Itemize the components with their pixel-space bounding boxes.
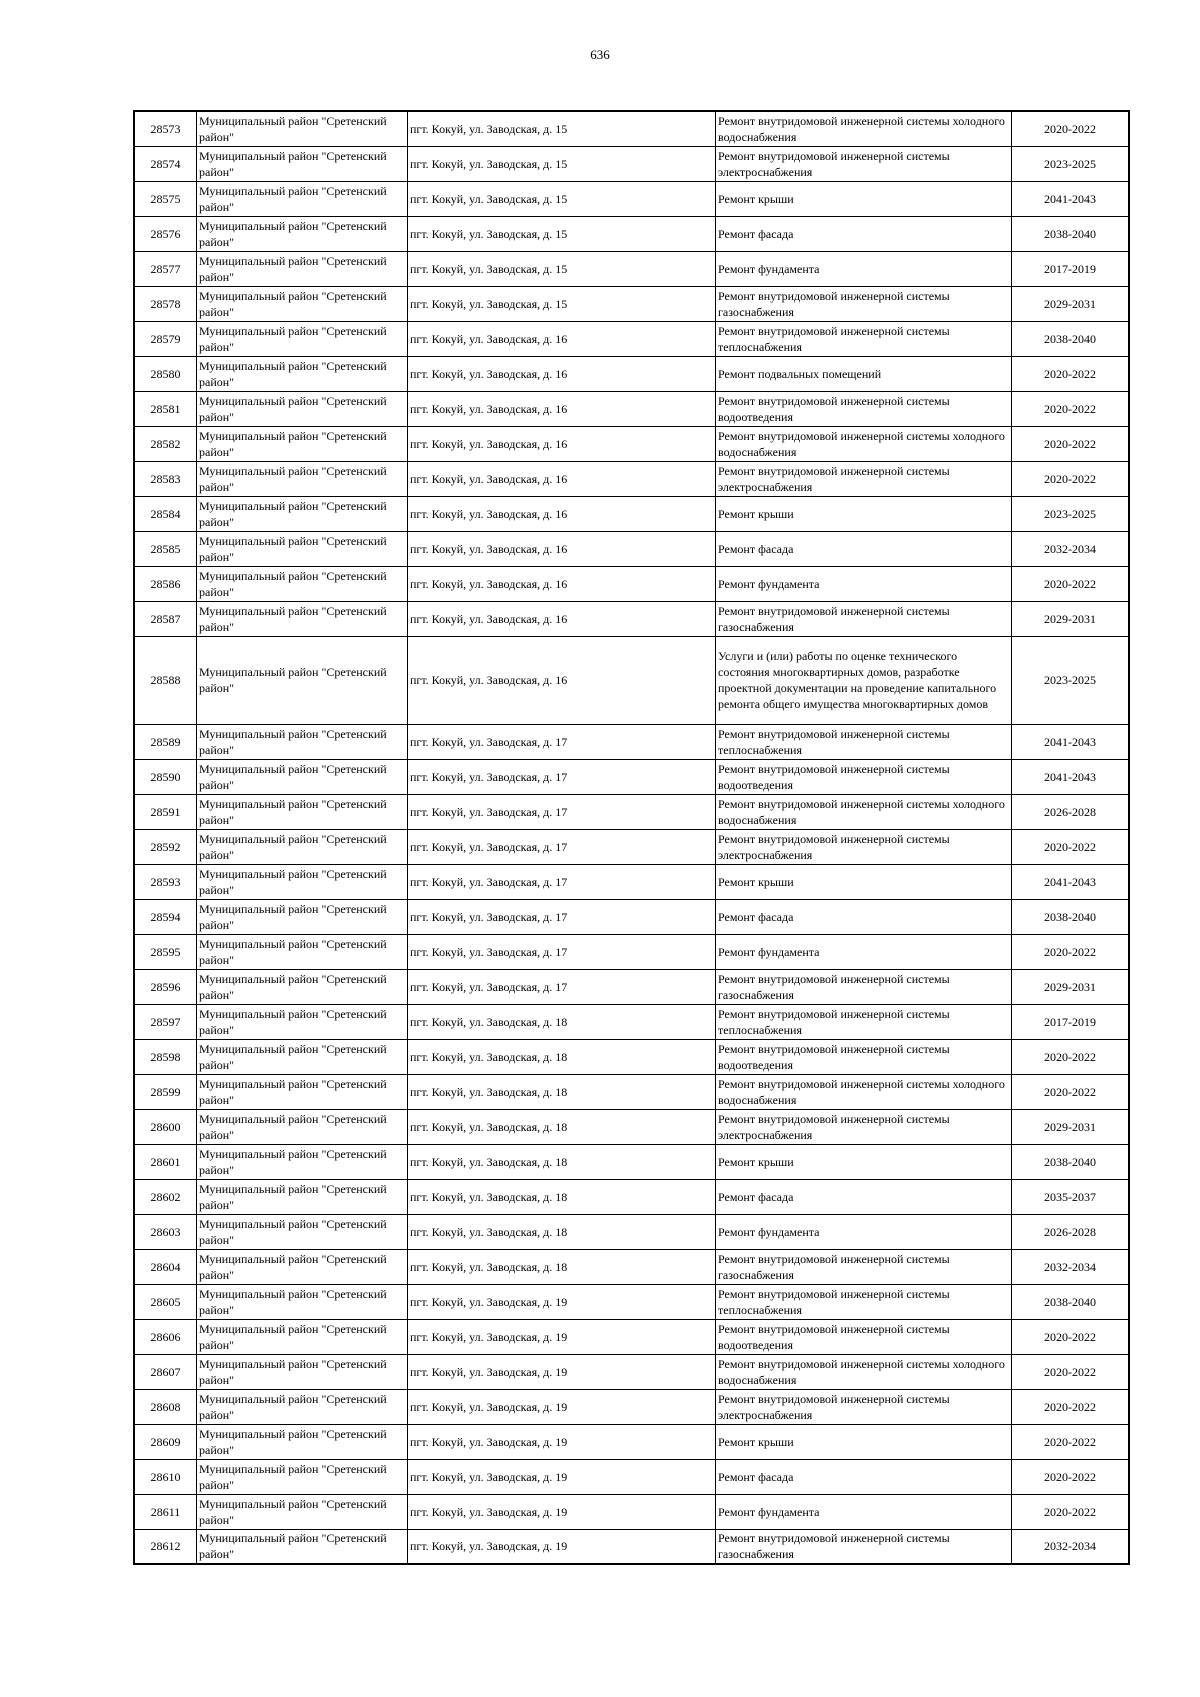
table-row	[134, 286, 1129, 321]
row-number-cell: 28612	[134, 1529, 197, 1564]
row-number-cell: 28592	[134, 829, 197, 864]
period-cell: 2035-2037	[1012, 1179, 1130, 1214]
row-number-cell: 28574	[134, 146, 197, 181]
period-cell: 2032-2034	[1012, 1529, 1130, 1564]
row-number-cell: 28604	[134, 1249, 197, 1284]
table-row	[134, 1074, 1129, 1109]
period-cell: 2020-2022	[1012, 1424, 1130, 1459]
period-cell: 2038-2040	[1012, 216, 1130, 251]
period-cell: 2020-2022	[1012, 356, 1130, 391]
address-cell: пгт. Кокуй, ул. Заводская, д. 15	[408, 286, 716, 321]
period-cell: 2020-2022	[1012, 829, 1130, 864]
period-cell: 2038-2040	[1012, 899, 1130, 934]
row-number-cell: 28595	[134, 934, 197, 969]
period-cell: 2026-2028	[1012, 794, 1130, 829]
period-cell: 2041-2043	[1012, 724, 1130, 759]
address-cell: пгт. Кокуй, ул. Заводская, д. 18	[408, 1074, 716, 1109]
municipality-cell: Муниципальный район "Сретенский район"	[197, 1039, 408, 1074]
period-cell: 2023-2025	[1012, 496, 1130, 531]
row-number-cell: 28581	[134, 391, 197, 426]
municipality-cell: Муниципальный район "Сретенский район"	[197, 829, 408, 864]
table-row	[134, 1284, 1129, 1319]
period-cell: 2029-2031	[1012, 601, 1130, 636]
address-cell: пгт. Кокуй, ул. Заводская, д. 16	[408, 636, 716, 724]
table-row	[134, 181, 1129, 216]
row-number-cell: 28583	[134, 461, 197, 496]
table-row	[134, 1494, 1129, 1529]
row-number-cell: 28586	[134, 566, 197, 601]
address-cell: пгт. Кокуй, ул. Заводская, д. 19	[408, 1424, 716, 1459]
period-cell: 2038-2040	[1012, 321, 1130, 356]
municipality-cell: Муниципальный район "Сретенский район"	[197, 1249, 408, 1284]
work-type-cell: Ремонт внутридомовой инженерной системы газоснабжения	[716, 286, 1012, 321]
work-type-cell: Ремонт фундамента	[716, 1214, 1012, 1249]
period-cell: 2029-2031	[1012, 1109, 1130, 1144]
municipality-cell: Муниципальный район "Сретенский район"	[197, 1284, 408, 1319]
row-number-cell: 28603	[134, 1214, 197, 1249]
address-cell: пгт. Кокуй, ул. Заводская, д. 18	[408, 1109, 716, 1144]
row-number-cell: 28582	[134, 426, 197, 461]
work-type-cell: Ремонт внутридомовой инженерной системы электроснабжения	[716, 146, 1012, 181]
address-cell: пгт. Кокуй, ул. Заводская, д. 19	[408, 1354, 716, 1389]
period-cell: 2020-2022	[1012, 1354, 1130, 1389]
address-cell: пгт. Кокуй, ул. Заводская, д. 15	[408, 181, 716, 216]
work-type-cell: Ремонт внутридомовой инженерной системы водоотведения	[716, 391, 1012, 426]
period-cell: 2020-2022	[1012, 391, 1130, 426]
municipality-cell: Муниципальный район "Сретенский район"	[197, 1004, 408, 1039]
period-cell: 2020-2022	[1012, 566, 1130, 601]
address-cell: пгт. Кокуй, ул. Заводская, д. 15	[408, 111, 716, 146]
period-cell: 2020-2022	[1012, 426, 1130, 461]
address-cell: пгт. Кокуй, ул. Заводская, д. 16	[408, 601, 716, 636]
municipality-cell: Муниципальный район "Сретенский район"	[197, 286, 408, 321]
address-cell: пгт. Кокуй, ул. Заводская, д. 19	[408, 1529, 716, 1564]
repair-schedule-table	[133, 110, 1130, 1565]
table-row	[134, 1249, 1129, 1284]
municipality-cell: Муниципальный район "Сретенский район"	[197, 969, 408, 1004]
row-number-cell: 28602	[134, 1179, 197, 1214]
table-body	[134, 111, 1129, 1564]
municipality-cell: Муниципальный район "Сретенский район"	[197, 566, 408, 601]
work-type-cell: Ремонт внутридомовой инженерной системы холодного водоснабжения	[716, 1074, 1012, 1109]
work-type-cell: Ремонт внутридомовой инженерной системы электроснабжения	[716, 461, 1012, 496]
row-number-cell: 28578	[134, 286, 197, 321]
work-type-cell: Ремонт внутридомовой инженерной системы теплоснабжения	[716, 724, 1012, 759]
period-cell: 2029-2031	[1012, 969, 1130, 1004]
municipality-cell: Муниципальный район "Сретенский район"	[197, 391, 408, 426]
municipality-cell: Муниципальный район "Сретенский район"	[197, 216, 408, 251]
address-cell: пгт. Кокуй, ул. Заводская, д. 18	[408, 1249, 716, 1284]
period-cell: 2020-2022	[1012, 1074, 1130, 1109]
municipality-cell: Муниципальный район "Сретенский район"	[197, 1494, 408, 1529]
table-row	[134, 321, 1129, 356]
address-cell: пгт. Кокуй, ул. Заводская, д. 19	[408, 1319, 716, 1354]
address-cell: пгт. Кокуй, ул. Заводская, д. 16	[408, 426, 716, 461]
table-row	[134, 899, 1129, 934]
work-type-cell: Ремонт внутридомовой инженерной системы теплоснабжения	[716, 321, 1012, 356]
row-number-cell: 28607	[134, 1354, 197, 1389]
address-cell: пгт. Кокуй, ул. Заводская, д. 17	[408, 969, 716, 1004]
municipality-cell: Муниципальный район "Сретенский район"	[197, 1109, 408, 1144]
row-number-cell: 28576	[134, 216, 197, 251]
work-type-cell: Ремонт фасада	[716, 1459, 1012, 1494]
address-cell: пгт. Кокуй, ул. Заводская, д. 19	[408, 1284, 716, 1319]
page-number: 636	[590, 47, 610, 62]
work-type-cell: Ремонт фундамента	[716, 934, 1012, 969]
municipality-cell: Муниципальный район "Сретенский район"	[197, 321, 408, 356]
row-number-cell: 28611	[134, 1494, 197, 1529]
work-type-cell: Ремонт внутридомовой инженерной системы электроснабжения	[716, 829, 1012, 864]
municipality-cell: Муниципальный район "Сретенский район"	[197, 181, 408, 216]
work-type-cell: Ремонт внутридомовой инженерной системы холодного водоснабжения	[716, 426, 1012, 461]
address-cell: пгт. Кокуй, ул. Заводская, д. 17	[408, 829, 716, 864]
work-type-cell: Ремонт крыши	[716, 496, 1012, 531]
municipality-cell: Муниципальный район "Сретенский район"	[197, 1319, 408, 1354]
table-row	[134, 146, 1129, 181]
row-number-cell: 28584	[134, 496, 197, 531]
address-cell: пгт. Кокуй, ул. Заводская, д. 16	[408, 321, 716, 356]
period-cell: 2020-2022	[1012, 1494, 1130, 1529]
municipality-cell: Муниципальный район "Сретенский район"	[197, 724, 408, 759]
row-number-cell: 28590	[134, 759, 197, 794]
municipality-cell: Муниципальный район "Сретенский район"	[197, 1459, 408, 1494]
work-type-cell: Ремонт внутридомовой инженерной системы теплоснабжения	[716, 1004, 1012, 1039]
row-number-cell: 28594	[134, 899, 197, 934]
row-number-cell: 28605	[134, 1284, 197, 1319]
table-row	[134, 636, 1129, 724]
table-row	[134, 1389, 1129, 1424]
municipality-cell: Муниципальный район "Сретенский район"	[197, 1074, 408, 1109]
row-number-cell: 28599	[134, 1074, 197, 1109]
address-cell: пгт. Кокуй, ул. Заводская, д. 16	[408, 356, 716, 391]
municipality-cell: Муниципальный район "Сретенский район"	[197, 356, 408, 391]
table-row	[134, 461, 1129, 496]
address-cell: пгт. Кокуй, ул. Заводская, д. 17	[408, 724, 716, 759]
work-type-cell: Ремонт внутридомовой инженерной системы газоснабжения	[716, 601, 1012, 636]
period-cell: 2020-2022	[1012, 1389, 1130, 1424]
table-row	[134, 531, 1129, 566]
period-cell: 2017-2019	[1012, 251, 1130, 286]
table-row	[134, 496, 1129, 531]
table-row	[134, 969, 1129, 1004]
work-type-cell: Ремонт фасада	[716, 1179, 1012, 1214]
table-row	[134, 934, 1129, 969]
address-cell: пгт. Кокуй, ул. Заводская, д. 17	[408, 899, 716, 934]
municipality-cell: Муниципальный район "Сретенский район"	[197, 496, 408, 531]
period-cell: 2020-2022	[1012, 1039, 1130, 1074]
work-type-cell: Ремонт подвальных помещений	[716, 356, 1012, 391]
row-number-cell: 28597	[134, 1004, 197, 1039]
work-type-cell: Ремонт внутридомовой инженерной системы водоотведения	[716, 1039, 1012, 1074]
work-type-cell: Ремонт внутридомовой инженерной системы газоснабжения	[716, 1529, 1012, 1564]
municipality-cell: Муниципальный район "Сретенский район"	[197, 1354, 408, 1389]
municipality-cell: Муниципальный район "Сретенский район"	[197, 636, 408, 724]
work-type-cell: Услуги и (или) работы по оценке технического состояния многоквартирных домов, разработке проектной документации на проведение капитального ремонта общего имущества многоквартирных домов	[716, 636, 1012, 724]
address-cell: пгт. Кокуй, ул. Заводская, д. 18	[408, 1144, 716, 1179]
table-row	[134, 724, 1129, 759]
table-row	[134, 111, 1129, 146]
period-cell: 2020-2022	[1012, 1459, 1130, 1494]
row-number-cell: 28610	[134, 1459, 197, 1494]
row-number-cell: 28591	[134, 794, 197, 829]
row-number-cell: 28580	[134, 356, 197, 391]
table-row	[134, 1459, 1129, 1494]
municipality-cell: Муниципальный район "Сретенский район"	[197, 531, 408, 566]
municipality-cell: Муниципальный район "Сретенский район"	[197, 864, 408, 899]
period-cell: 2017-2019	[1012, 1004, 1130, 1039]
period-cell: 2026-2028	[1012, 1214, 1130, 1249]
address-cell: пгт. Кокуй, ул. Заводская, д. 16	[408, 566, 716, 601]
work-type-cell: Ремонт внутридомовой инженерной системы холодного водоснабжения	[716, 794, 1012, 829]
period-cell: 2041-2043	[1012, 181, 1130, 216]
municipality-cell: Муниципальный район "Сретенский район"	[197, 759, 408, 794]
address-cell: пгт. Кокуй, ул. Заводская, д. 17	[408, 794, 716, 829]
row-number-cell: 28601	[134, 1144, 197, 1179]
address-cell: пгт. Кокуй, ул. Заводская, д. 15	[408, 251, 716, 286]
table-row	[134, 1179, 1129, 1214]
row-number-cell: 28577	[134, 251, 197, 286]
table-row	[134, 251, 1129, 286]
address-cell: пгт. Кокуй, ул. Заводская, д. 19	[408, 1494, 716, 1529]
work-type-cell: Ремонт крыши	[716, 864, 1012, 899]
work-type-cell: Ремонт внутридомовой инженерной системы водоотведения	[716, 1319, 1012, 1354]
period-cell: 2023-2025	[1012, 146, 1130, 181]
address-cell: пгт. Кокуй, ул. Заводская, д. 18	[408, 1214, 716, 1249]
municipality-cell: Муниципальный район "Сретенский район"	[197, 1179, 408, 1214]
table-row	[134, 601, 1129, 636]
municipality-cell: Муниципальный район "Сретенский район"	[197, 461, 408, 496]
work-type-cell: Ремонт фасада	[716, 216, 1012, 251]
address-cell: пгт. Кокуй, ул. Заводская, д. 16	[408, 461, 716, 496]
address-cell: пгт. Кокуй, ул. Заводская, д. 16	[408, 391, 716, 426]
municipality-cell: Муниципальный район "Сретенский район"	[197, 426, 408, 461]
row-number-cell: 28589	[134, 724, 197, 759]
period-cell: 2020-2022	[1012, 1319, 1130, 1354]
municipality-cell: Муниципальный район "Сретенский район"	[197, 111, 408, 146]
municipality-cell: Муниципальный район "Сретенский район"	[197, 251, 408, 286]
address-cell: пгт. Кокуй, ул. Заводская, д. 18	[408, 1004, 716, 1039]
work-type-cell: Ремонт крыши	[716, 181, 1012, 216]
municipality-cell: Муниципальный район "Сретенский район"	[197, 146, 408, 181]
row-number-cell: 28609	[134, 1424, 197, 1459]
work-type-cell: Ремонт внутридомовой инженерной системы электроснабжения	[716, 1389, 1012, 1424]
address-cell: пгт. Кокуй, ул. Заводская, д. 19	[408, 1389, 716, 1424]
address-cell: пгт. Кокуй, ул. Заводская, д. 17	[408, 864, 716, 899]
table-row	[134, 1354, 1129, 1389]
address-cell: пгт. Кокуй, ул. Заводская, д. 16	[408, 496, 716, 531]
work-type-cell: Ремонт внутридомовой инженерной системы водоотведения	[716, 759, 1012, 794]
row-number-cell: 28587	[134, 601, 197, 636]
municipality-cell: Муниципальный район "Сретенский район"	[197, 1214, 408, 1249]
row-number-cell: 28598	[134, 1039, 197, 1074]
row-number-cell: 28593	[134, 864, 197, 899]
table-row	[134, 1319, 1129, 1354]
work-type-cell: Ремонт внутридомовой инженерной системы холодного водоснабжения	[716, 1354, 1012, 1389]
row-number-cell: 28606	[134, 1319, 197, 1354]
work-type-cell: Ремонт фундамента	[716, 251, 1012, 286]
address-cell: пгт. Кокуй, ул. Заводская, д. 18	[408, 1179, 716, 1214]
table-row	[134, 1214, 1129, 1249]
municipality-cell: Муниципальный район "Сретенский район"	[197, 1144, 408, 1179]
work-type-cell: Ремонт крыши	[716, 1424, 1012, 1459]
address-cell: пгт. Кокуй, ул. Заводская, д. 16	[408, 531, 716, 566]
period-cell: 2041-2043	[1012, 864, 1130, 899]
row-number-cell: 28596	[134, 969, 197, 1004]
work-type-cell: Ремонт внутридомовой инженерной системы электроснабжения	[716, 1109, 1012, 1144]
municipality-cell: Муниципальный район "Сретенский район"	[197, 1529, 408, 1564]
table-row	[134, 829, 1129, 864]
period-cell: 2020-2022	[1012, 934, 1130, 969]
row-number-cell: 28579	[134, 321, 197, 356]
row-number-cell: 28608	[134, 1389, 197, 1424]
period-cell: 2038-2040	[1012, 1284, 1130, 1319]
period-cell: 2029-2031	[1012, 286, 1130, 321]
address-cell: пгт. Кокуй, ул. Заводская, д. 19	[408, 1459, 716, 1494]
work-type-cell: Ремонт внутридомовой инженерной системы теплоснабжения	[716, 1284, 1012, 1319]
work-type-cell: Ремонт внутридомовой инженерной системы холодного водоснабжения	[716, 111, 1012, 146]
address-cell: пгт. Кокуй, ул. Заводская, д. 15	[408, 216, 716, 251]
address-cell: пгт. Кокуй, ул. Заводская, д. 17	[408, 934, 716, 969]
municipality-cell: Муниципальный район "Сретенский район"	[197, 1389, 408, 1424]
table-row	[134, 426, 1129, 461]
table-row	[134, 864, 1129, 899]
work-type-cell: Ремонт фундамента	[716, 566, 1012, 601]
table-row	[134, 1144, 1129, 1179]
work-type-cell: Ремонт внутридомовой инженерной системы газоснабжения	[716, 1249, 1012, 1284]
row-number-cell: 28588	[134, 636, 197, 724]
municipality-cell: Муниципальный район "Сретенский район"	[197, 899, 408, 934]
period-cell: 2038-2040	[1012, 1144, 1130, 1179]
period-cell: 2032-2034	[1012, 531, 1130, 566]
period-cell: 2041-2043	[1012, 759, 1130, 794]
work-type-cell: Ремонт фундамента	[716, 1494, 1012, 1529]
table-row	[134, 356, 1129, 391]
address-cell: пгт. Кокуй, ул. Заводская, д. 18	[408, 1039, 716, 1074]
table-row	[134, 216, 1129, 251]
table-row	[134, 1529, 1129, 1564]
row-number-cell: 28573	[134, 111, 197, 146]
table-row	[134, 566, 1129, 601]
row-number-cell: 28600	[134, 1109, 197, 1144]
period-cell: 2032-2034	[1012, 1249, 1130, 1284]
table-row	[134, 794, 1129, 829]
municipality-cell: Муниципальный район "Сретенский район"	[197, 934, 408, 969]
table-row	[134, 391, 1129, 426]
table-row	[134, 759, 1129, 794]
table-row	[134, 1109, 1129, 1144]
municipality-cell: Муниципальный район "Сретенский район"	[197, 1424, 408, 1459]
row-number-cell: 28585	[134, 531, 197, 566]
municipality-cell: Муниципальный район "Сретенский район"	[197, 794, 408, 829]
address-cell: пгт. Кокуй, ул. Заводская, д. 15	[408, 146, 716, 181]
municipality-cell: Муниципальный район "Сретенский район"	[197, 601, 408, 636]
work-type-cell: Ремонт крыши	[716, 1144, 1012, 1179]
work-type-cell: Ремонт фасада	[716, 531, 1012, 566]
table-row	[134, 1424, 1129, 1459]
period-cell: 2020-2022	[1012, 111, 1130, 146]
address-cell: пгт. Кокуй, ул. Заводская, д. 17	[408, 759, 716, 794]
table-row	[134, 1004, 1129, 1039]
period-cell: 2023-2025	[1012, 636, 1130, 724]
work-type-cell: Ремонт внутридомовой инженерной системы газоснабжения	[716, 969, 1012, 1004]
table-row	[134, 1039, 1129, 1074]
row-number-cell: 28575	[134, 181, 197, 216]
period-cell: 2020-2022	[1012, 461, 1130, 496]
work-type-cell: Ремонт фасада	[716, 899, 1012, 934]
